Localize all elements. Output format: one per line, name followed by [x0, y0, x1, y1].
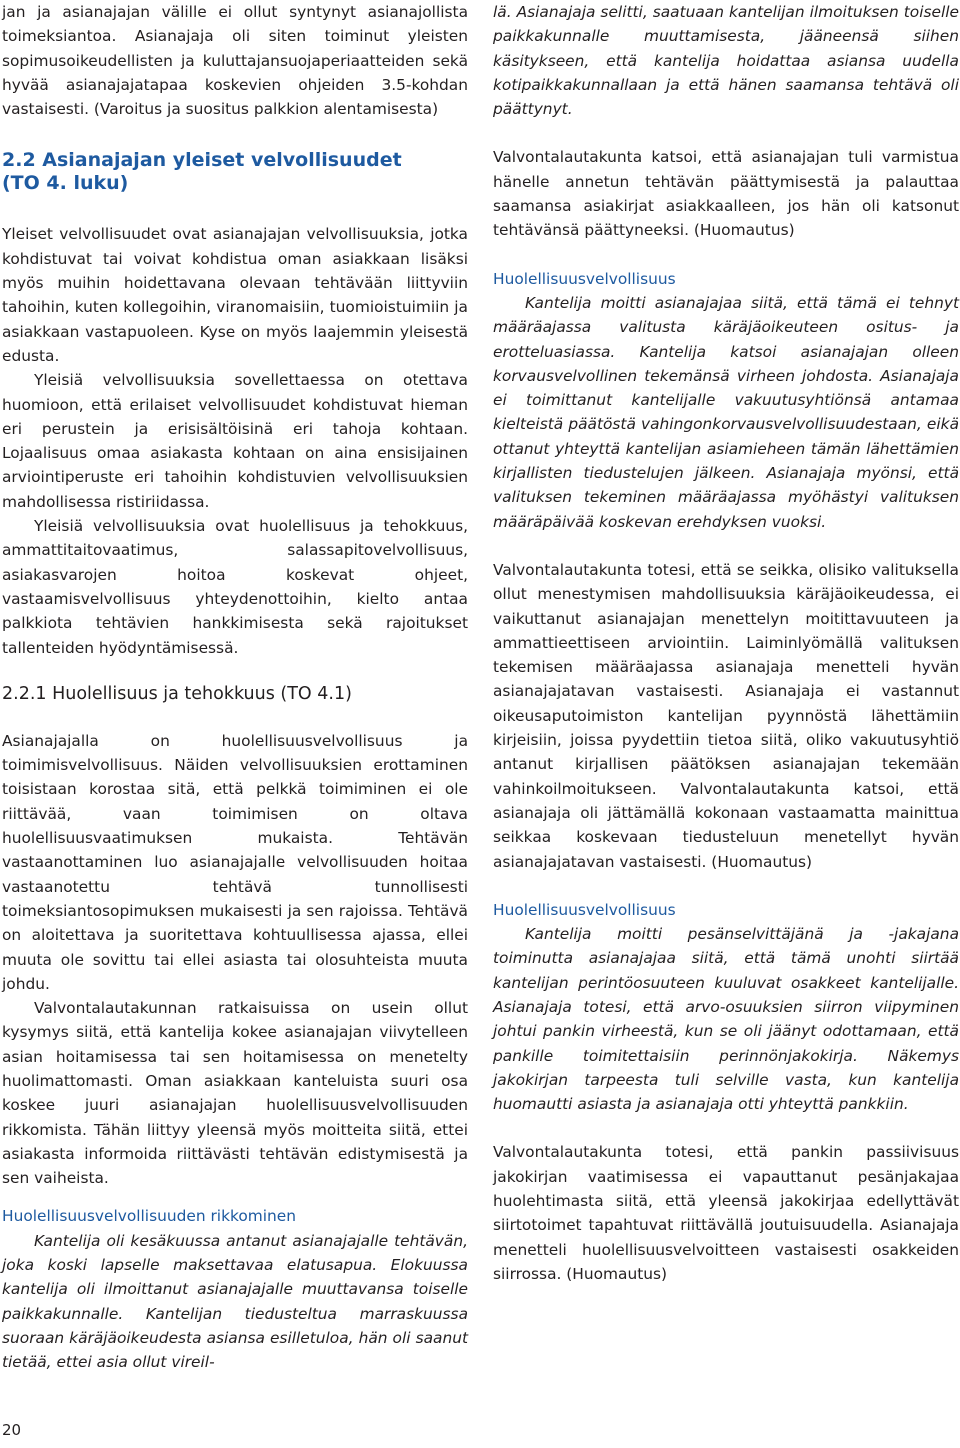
section-heading-2-2-line2: (TO 4. luku) — [2, 172, 129, 195]
body-paragraph: Asianajajalla on huolellisuusvelvollisuus ja toimimisvelvollisuus. Näiden velvollisuuksien erottaminen toisistaan korostaa sitä, että pelkkä toimiminen ei ole riittävää, vaan toimimisen on oltava huolellisuusvaatimuksen mukaista. Tehtävän vastaanottaminen luo asianajajalle velvollisuuden hoitaa vastaanotettu tehtävä tunnollisesti toimeksiantosopimuksen mukaisesti ja sen rajoissa. Tehtävä on aloitettava ja suoritettava kohtuullisessa ajassa, ellei muuta ole sovittu tai ellei asiasta tai olosuhteista muuta johdu. — [2, 731, 468, 993]
case-description-continued: lä. Asianajaja selitti, saatuaan kantelijan ilmoituksen toiselle paikkakunnalle muuttamisesta, jääneensä siihen käsitykseen, että kantelija hoidattaa asiansa uudella kotipaikkakunnallaan ja että hänen saamansa tehtävä oli päättynyt. — [493, 3, 959, 119]
intro-paragraph: jan ja asianajajan välille ei ollut syntynyt asianajollista toimeksiantoa. Asianajaja oli siten toiminut yleisten sopimusoikeudellisten ja kuluttajansuojaperiaatteiden sekä hyvää asianajajatapaa koskevien ohjeiden 3.5-kohdan vastaisesti. (Varoitus ja suositus palkkion alentamisesta) — [2, 3, 468, 119]
section-heading-2-2 — [2, 149, 468, 195]
page-number: 20 — [2, 1421, 22, 1439]
body-paragraph: Valvontalautakunta katsoi, että asianajajan tuli varmistua hänelle annetun tehtävän päättymisestä ja palauttaa saamansa asiakirjat asiakkaalleen, jos hän oli katsonut tehtävänsä päättyneeksi. (Huomautus) — [493, 148, 959, 240]
body-paragraph: Valvontalautakunta totesi, että pankin passiivisuus jakokirjan vaatimisessa ei vapauttanut pesänjakajaa huolehtimasta siitä, että yleensä jakokirjaa edellyttävät siirtotoimet tapahtuvat riittävällä joutuisuudella. Asianajaja menetteli huolellisuusvelvoitteen vastaisesti osakkeiden siirrossa. (Huomautus) — [493, 1143, 959, 1283]
case-category-label: Huolellisuusvelvollisuuden rikkominen — [2, 1207, 297, 1226]
subsection-heading-2-2-1: 2.2.1 Huolellisuus ja tehokkuus (TO 4.1) — [2, 683, 352, 704]
left-column — [2, 0, 468, 1375]
body-paragraph: Yleisiä velvollisuuksia sovellettaessa on otettava huomioon, että erilaiset velvollisuudet kohdistuvat hieman eri perustein ja erisisältöisinä eri tahoja kohtaan. Lojaalisuus omaa asiakasta kohtaan on aina ensisijainen arviointiperuste eri tahoihin kohdistuvien velvollisuuksien mahdollisessa ristiriidassa. — [2, 371, 468, 511]
body-paragraph: Valvontalautakunta totesi, että se seikka, olisiko valituksella ollut menestymisen mahdollisuuksia käräjäoikeudessa, ei vaikuttanut asianajajan menettelyn moitittavuuteen ja ammattieettiseen arviointiin. Laiminlyömällä valituksen tekemisen määräajassa asianajaja menetteli hyvän asianajajatavan vastaisesti. Asianajaja ei vastannut oikeusaputoimiston kantelijan pyynnöstä lähettämiin kirjeisiin, joissa pyydettiin tietoa siitä, oliko vakuutusyhtiö antanut kirjallisen päätöksen asianajajan tekemään vahinkoilmoitukseen. Valvontalautakunta katsoi, että asianajaja oli jättämällä kokonaan vastaamatta mainittua seikkaa koskevaan tiedusteluun menetellyt hyvän asianajajatavan vastaisesti. (Huomautus) — [493, 560, 959, 871]
right-column — [493, 0, 959, 1286]
case-category-label: Huolellisuusvelvollisuus — [493, 900, 676, 919]
body-paragraph: Yleiset velvollisuudet ovat asianajajan velvollisuuksia, jotka kohdistuvat tai voivat kohdistua oman asiakkaan lisäksi myös muihin hoidettavana olevaan tehtävään liittyviin tahoihin, kuten kollegoihin, viranomaisiin, tuomioistuimiin ja asiakkaan vastapuoleen. Kyse on myös laajemmin yleisestä edusta. — [2, 225, 468, 365]
case-description: Kantelija oli kesäkuussa antanut asianajajalle tehtävän, joka koski lapselle maksettavaa elatusapua. Elokuussa kantelija oli ilmoittanut asianajajalle muuttavansa toiselle paikkakunnalle. Kantelijan tiedusteltua marraskuussa suoraan käräjäoikeudesta asiansa esilletuloa, hän oli saanut tietää, ettei asia ollut vireil- — [2, 1231, 468, 1372]
body-paragraph: Valvontalautakunnan ratkaisuissa on usein ollut kysymys siitä, että kantelija kokee asianajajan viivytelleen asian hoitamisessa tai sen hoitamisessa on menetelty huolimattomasti. Oman asiakkaan kanteluista suuri osa koskee juuri asianajajan huolellisuusvelvollisuuden rikkomista. Tähän liittyy yleensä myös moitteita siitä, ettei asiakasta informoida riittävästi tehtävän edistymisestä ja sen vaiheista. — [2, 999, 468, 1188]
case-description: Kantelija moitti pesänselvittäjänä ja -jakajana toiminutta asianajajaa siitä, että tämä unohti siirtää kantelijan perintöosuuteen kuuluvat osakkeet kantelijalle. Asianajaja totesi, että arvo-osuuksien siirron viipyminen johtui pankin virheestä, kun se oli jäänyt odottamaan, että pankille toimitettaisiin perinnönjakokirja. Näkemys jakokirjan tarpeesta tuli selville vasta, kun kantelija huomautti asiasta ja asianajaja otti yhteyttä pankkiin. — [493, 925, 959, 1114]
case-description: Kantelija moitti asianajajaa siitä, että tämä ei tehnyt määräajassa valitusta käräjäoikeuteen ositus- ja erotteluasiassa. Kantelija katsoi asianajajan olleen korvausvelvollinen tekemänsä virheen johdosta. Asianajaja ei toimittanut kantelijalle vakuutusyhtiönsä antamaa kielteistä päätöstä vahingonkorvausvelvollisuudestaan, eikä ottanut yhteyttä kantelijan asiamieheen tämän lähettämien kirjallisten tiedustelujen jälkeen. Asianajaja myönsi, että valituksen tekeminen määräajassa myöhästyi valituksen määräpäivää koskevan erehdyksen vuoksi. — [493, 293, 959, 531]
section-heading-2-2-line1: 2.2 Asianajajan yleiset velvollisuudet — [2, 149, 402, 172]
body-paragraph: Yleisiä velvollisuuksia ovat huolellisuus ja tehokkuus, ammattitaitovaatimus, salassapitovelvollisuus, asiakasvarojen hoitoa koskevat ohjeet, vastaamisvelvollisuus yhteydenottoihin, kielto antaa palkkiota tehtävien hankkimisesta sekä rajoitukset tallenteiden hyödyntämisessä. — [2, 517, 468, 657]
case-category-label: Huolellisuusvelvollisuus — [493, 269, 676, 288]
